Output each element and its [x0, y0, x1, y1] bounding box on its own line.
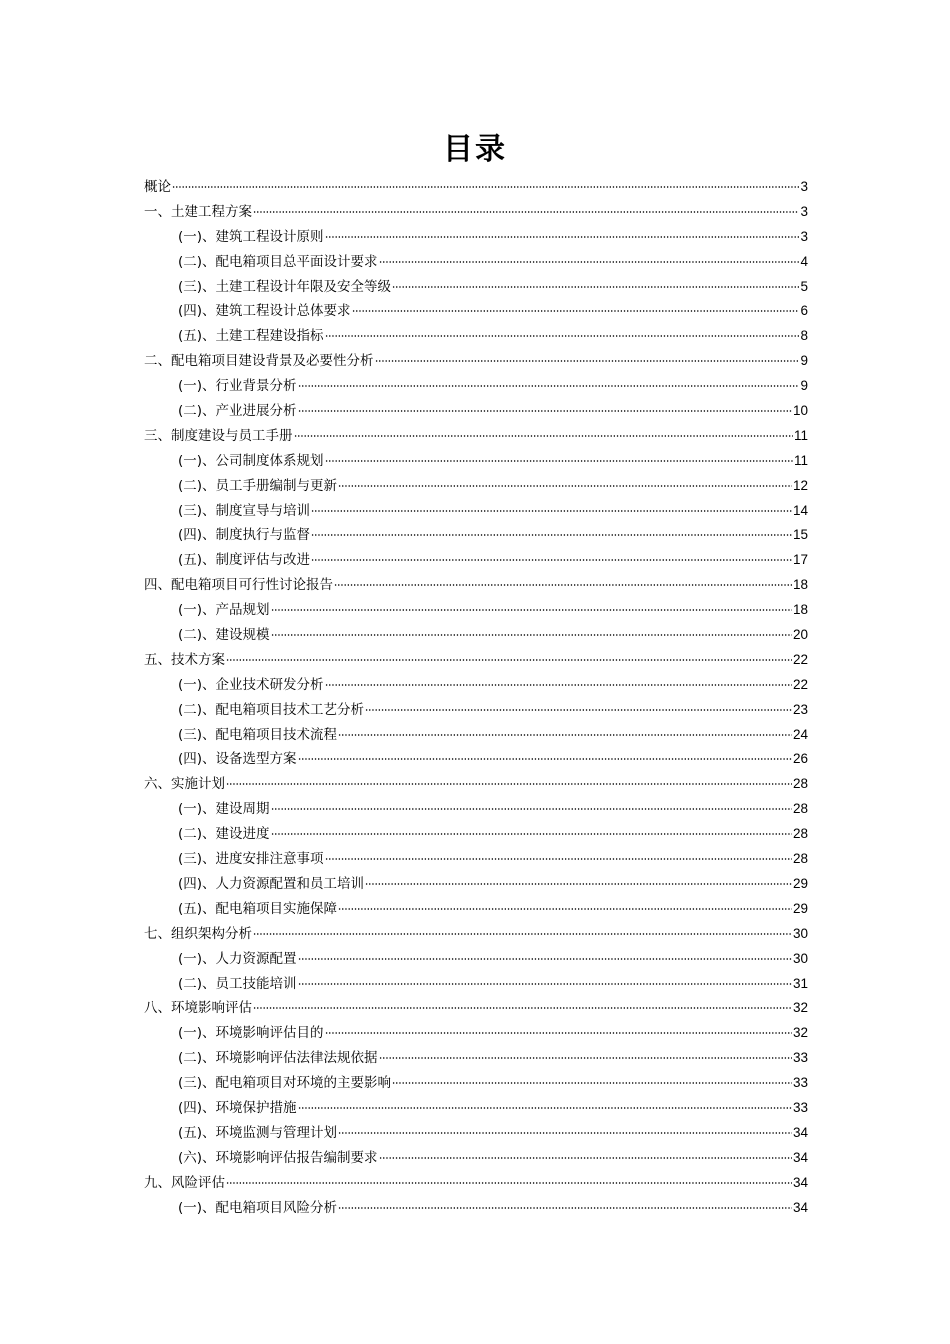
toc-entry-title: (一)、行业背景分析 [178, 378, 297, 395]
toc-section-entry[interactable] [144, 1071, 808, 1096]
toc-entry-title: (一)、建筑工程设计原则 [178, 228, 324, 245]
toc-section-entry[interactable] [144, 897, 808, 922]
toc-page-number: 11 [793, 452, 808, 468]
toc-entry-title: (五)、环境监测与管理计划 [178, 1124, 338, 1141]
toc-page-number: 3 [800, 203, 808, 219]
toc-section-entry[interactable] [144, 548, 808, 573]
toc-section-entry[interactable] [144, 399, 808, 424]
toc-section-entry[interactable] [144, 1121, 808, 1146]
toc-section-entry[interactable] [144, 1021, 808, 1046]
toc-entry-title: (三)、进度安排注意事项 [178, 851, 324, 868]
toc-page-number: 15 [792, 527, 808, 543]
toc-dot-leader [271, 609, 792, 611]
toc-dot-leader [298, 983, 792, 985]
toc-section-entry[interactable] [144, 523, 808, 548]
toc-section-entry[interactable] [144, 324, 808, 349]
toc-section-entry[interactable] [144, 698, 808, 723]
toc-page-number: 17 [792, 552, 808, 568]
toc-entry-title: (三)、配电箱项目对环境的主要影响 [178, 1075, 392, 1092]
toc-chapter-entry[interactable] [144, 922, 808, 947]
toc-dot-leader [338, 1132, 792, 1134]
toc-entry-title: (二)、配电箱项目总平面设计要求 [178, 253, 378, 270]
toc-dot-leader [379, 261, 800, 263]
toc-chapter-entry[interactable] [144, 349, 808, 374]
toc-page-number: 6 [800, 303, 808, 319]
toc-page-number: 32 [792, 1025, 808, 1041]
toc-page-number: 9 [800, 353, 808, 369]
toc-page-number: 33 [792, 1050, 808, 1066]
toc-section-entry[interactable] [144, 972, 808, 997]
toc-entry-title: 四、配电箱项目可行性讨论报告 [144, 577, 333, 594]
toc-entry-title: 八、环境影响评估 [144, 1000, 252, 1017]
toc-page-number: 26 [792, 751, 808, 767]
toc-dot-leader [253, 211, 799, 213]
toc-section-entry[interactable] [144, 1146, 808, 1171]
toc-page-number: 18 [792, 577, 808, 593]
toc-dot-leader [375, 360, 800, 362]
toc-entry-title: (一)、公司制度体系规划 [178, 452, 324, 469]
toc-dot-leader [311, 534, 792, 536]
toc-page-number: 14 [792, 502, 808, 518]
toc-entry-title: (二)、配电箱项目技术工艺分析 [178, 701, 365, 718]
toc-dot-leader [338, 908, 792, 910]
toc-page-number: 11 [793, 427, 808, 443]
toc-page-number: 20 [792, 627, 808, 643]
toc-dot-leader [271, 808, 792, 810]
toc-entry-title: (一)、产品规划 [178, 602, 270, 619]
toc-section-entry[interactable] [144, 1096, 808, 1121]
toc-section-entry[interactable] [144, 872, 808, 897]
toc-dot-leader [392, 286, 799, 288]
toc-dot-leader [325, 684, 792, 686]
toc-dot-leader [311, 510, 792, 512]
toc-dot-leader [298, 385, 800, 387]
toc-page-number: 28 [792, 851, 808, 867]
toc-entry-title: 七、组织架构分析 [144, 925, 252, 942]
toc-dot-leader [226, 1182, 792, 1184]
toc-entry-title: (五)、土建工程建设指标 [178, 328, 324, 345]
toc-section-entry[interactable] [144, 1196, 808, 1221]
toc-section-entry[interactable] [144, 822, 808, 847]
toc-dot-leader [294, 435, 793, 437]
toc-dot-leader [325, 1032, 792, 1034]
toc-entry-title: (四)、人力资源配置和员工培训 [178, 875, 365, 892]
toc-page-number: 3 [800, 228, 808, 244]
toc-dot-leader [298, 1107, 792, 1109]
toc-entry-title: (一)、建设周期 [178, 801, 270, 818]
toc-page-number: 12 [792, 477, 808, 493]
toc-entry-title: (一)、人力资源配置 [178, 950, 297, 967]
toc-entry-title: (三)、土建工程设计年限及安全等级 [178, 278, 392, 295]
toc-chapter-entry[interactable] [144, 175, 808, 200]
toc-entry-title: (三)、配电箱项目技术流程 [178, 726, 338, 743]
toc-entry-title: (二)、产业进展分析 [178, 403, 297, 420]
toc-chapter-entry[interactable] [144, 772, 808, 797]
toc-page-number: 22 [792, 676, 808, 692]
toc-entry-title: (四)、设备选型方案 [178, 751, 297, 768]
toc-page-number: 9 [800, 378, 808, 394]
toc-entry-title: (二)、员工手册编制与更新 [178, 477, 338, 494]
toc-entry-title: (五)、制度评估与改进 [178, 552, 311, 569]
toc-section-entry[interactable] [144, 623, 808, 648]
toc-entry-title: (二)、建设规模 [178, 627, 270, 644]
toc-dot-leader [392, 1082, 792, 1084]
toc-dot-leader [271, 634, 792, 636]
toc-chapter-entry[interactable] [144, 424, 808, 449]
toc-page-number: 34 [792, 1199, 808, 1215]
toc-page-number: 23 [792, 701, 808, 717]
toc-entry-title: (二)、建设进度 [178, 826, 270, 843]
toc-entry-title: 一、土建工程方案 [144, 203, 252, 220]
toc-dot-leader [271, 833, 792, 835]
toc-section-entry[interactable] [144, 947, 808, 972]
toc-entry-title: (四)、建筑工程设计总体要求 [178, 303, 351, 320]
toc-entry-title: 概论 [144, 179, 171, 195]
toc-page-number: 30 [792, 925, 808, 941]
toc-title: 目录 [443, 132, 507, 167]
toc-page-number: 29 [792, 875, 808, 891]
toc-page-number: 28 [792, 826, 808, 842]
toc-dot-leader [325, 460, 793, 462]
toc-entry-title: (一)、配电箱项目风险分析 [178, 1199, 338, 1216]
toc-dot-leader [226, 659, 792, 661]
toc-page-number: 10 [792, 403, 808, 419]
toc-dot-leader [172, 186, 799, 188]
toc-chapter-entry[interactable] [144, 648, 808, 673]
toc-dot-leader [298, 758, 792, 760]
toc-section-entry[interactable] [144, 797, 808, 822]
toc-page-number: 31 [792, 975, 808, 991]
toc-chapter-entry[interactable] [144, 996, 808, 1021]
toc-section-entry[interactable] [144, 723, 808, 748]
toc-dot-leader [253, 1007, 792, 1009]
toc-section-entry[interactable] [144, 747, 808, 772]
toc-section-entry[interactable] [144, 374, 808, 399]
toc-section-entry[interactable] [144, 474, 808, 499]
toc-page-number: 34 [792, 1149, 808, 1165]
toc-section-entry[interactable] [144, 299, 808, 324]
toc-entry-title: 五、技术方案 [144, 651, 225, 668]
toc-section-entry[interactable] [144, 275, 808, 300]
toc-entry-title: (一)、环境影响评估目的 [178, 1025, 324, 1042]
toc-dot-leader [338, 734, 792, 736]
toc-dot-leader [352, 310, 800, 312]
toc-chapter-entry[interactable] [144, 573, 808, 598]
toc-page-number: 3 [800, 179, 808, 194]
toc-entry-title: (一)、企业技术研发分析 [178, 676, 324, 693]
toc-page-number: 24 [792, 726, 808, 742]
toc-dot-leader [298, 958, 792, 960]
toc-page-number: 28 [792, 801, 808, 817]
toc-dot-leader [325, 858, 792, 860]
toc-entry-title: (二)、员工技能培训 [178, 975, 297, 992]
toc-dot-leader [226, 783, 792, 785]
toc-page-number: 29 [792, 900, 808, 916]
toc-dot-leader [338, 1207, 792, 1209]
toc-dot-leader [365, 883, 792, 885]
toc-page-number: 33 [792, 1099, 808, 1115]
toc-entry-title: (六)、环境影响评估报告编制要求 [178, 1149, 378, 1166]
toc-section-entry[interactable] [144, 250, 808, 275]
toc-page-number: 34 [792, 1174, 808, 1190]
toc-dot-leader [325, 335, 800, 337]
toc-section-entry[interactable] [144, 598, 808, 623]
toc-entry-title: (三)、制度宣导与培训 [178, 502, 311, 519]
toc-page-number: 28 [792, 776, 808, 792]
toc-dot-leader [379, 1157, 792, 1159]
toc-dot-leader [311, 559, 792, 561]
toc-entry-title: (四)、环境保护措施 [178, 1099, 297, 1116]
toc-section-entry[interactable] [144, 449, 808, 474]
toc-dot-leader [298, 410, 792, 412]
toc-entry-title: 二、配电箱项目建设背景及必要性分析 [144, 353, 374, 370]
toc-entry-title: 三、制度建设与员工手册 [144, 427, 293, 444]
toc-page-number: 4 [800, 253, 808, 269]
toc-page-number: 8 [800, 328, 808, 344]
toc-chapter-entry[interactable] [144, 200, 808, 225]
toc-dot-leader [325, 236, 800, 238]
toc-list [144, 175, 808, 1220]
toc-section-entry[interactable] [144, 673, 808, 698]
toc-section-entry[interactable] [144, 847, 808, 872]
toc-page-number: 30 [792, 950, 808, 966]
toc-dot-leader [379, 1057, 792, 1059]
toc-page-number: 5 [800, 278, 808, 294]
toc-page-number: 33 [792, 1075, 808, 1091]
toc-page-number: 18 [792, 602, 808, 618]
toc-dot-leader [334, 584, 792, 586]
toc-entry-title: 六、实施计划 [144, 776, 225, 793]
toc-section-entry[interactable] [144, 499, 808, 524]
toc-dot-leader [338, 485, 792, 487]
toc-page-number: 34 [792, 1124, 808, 1140]
toc-entry-title: (二)、环境影响评估法律法规依据 [178, 1050, 378, 1067]
toc-dot-leader [365, 709, 792, 711]
toc-page-number: 32 [792, 1000, 808, 1016]
toc-entry-title: (五)、配电箱项目实施保障 [178, 900, 338, 917]
toc-section-entry[interactable] [144, 1046, 808, 1071]
toc-dot-leader [253, 933, 792, 935]
toc-section-entry[interactable] [144, 225, 808, 250]
toc-page-number: 22 [792, 651, 808, 667]
toc-entry-title: 九、风险评估 [144, 1174, 225, 1191]
toc-chapter-entry[interactable] [144, 1171, 808, 1196]
toc-entry-title: (四)、制度执行与监督 [178, 527, 311, 544]
